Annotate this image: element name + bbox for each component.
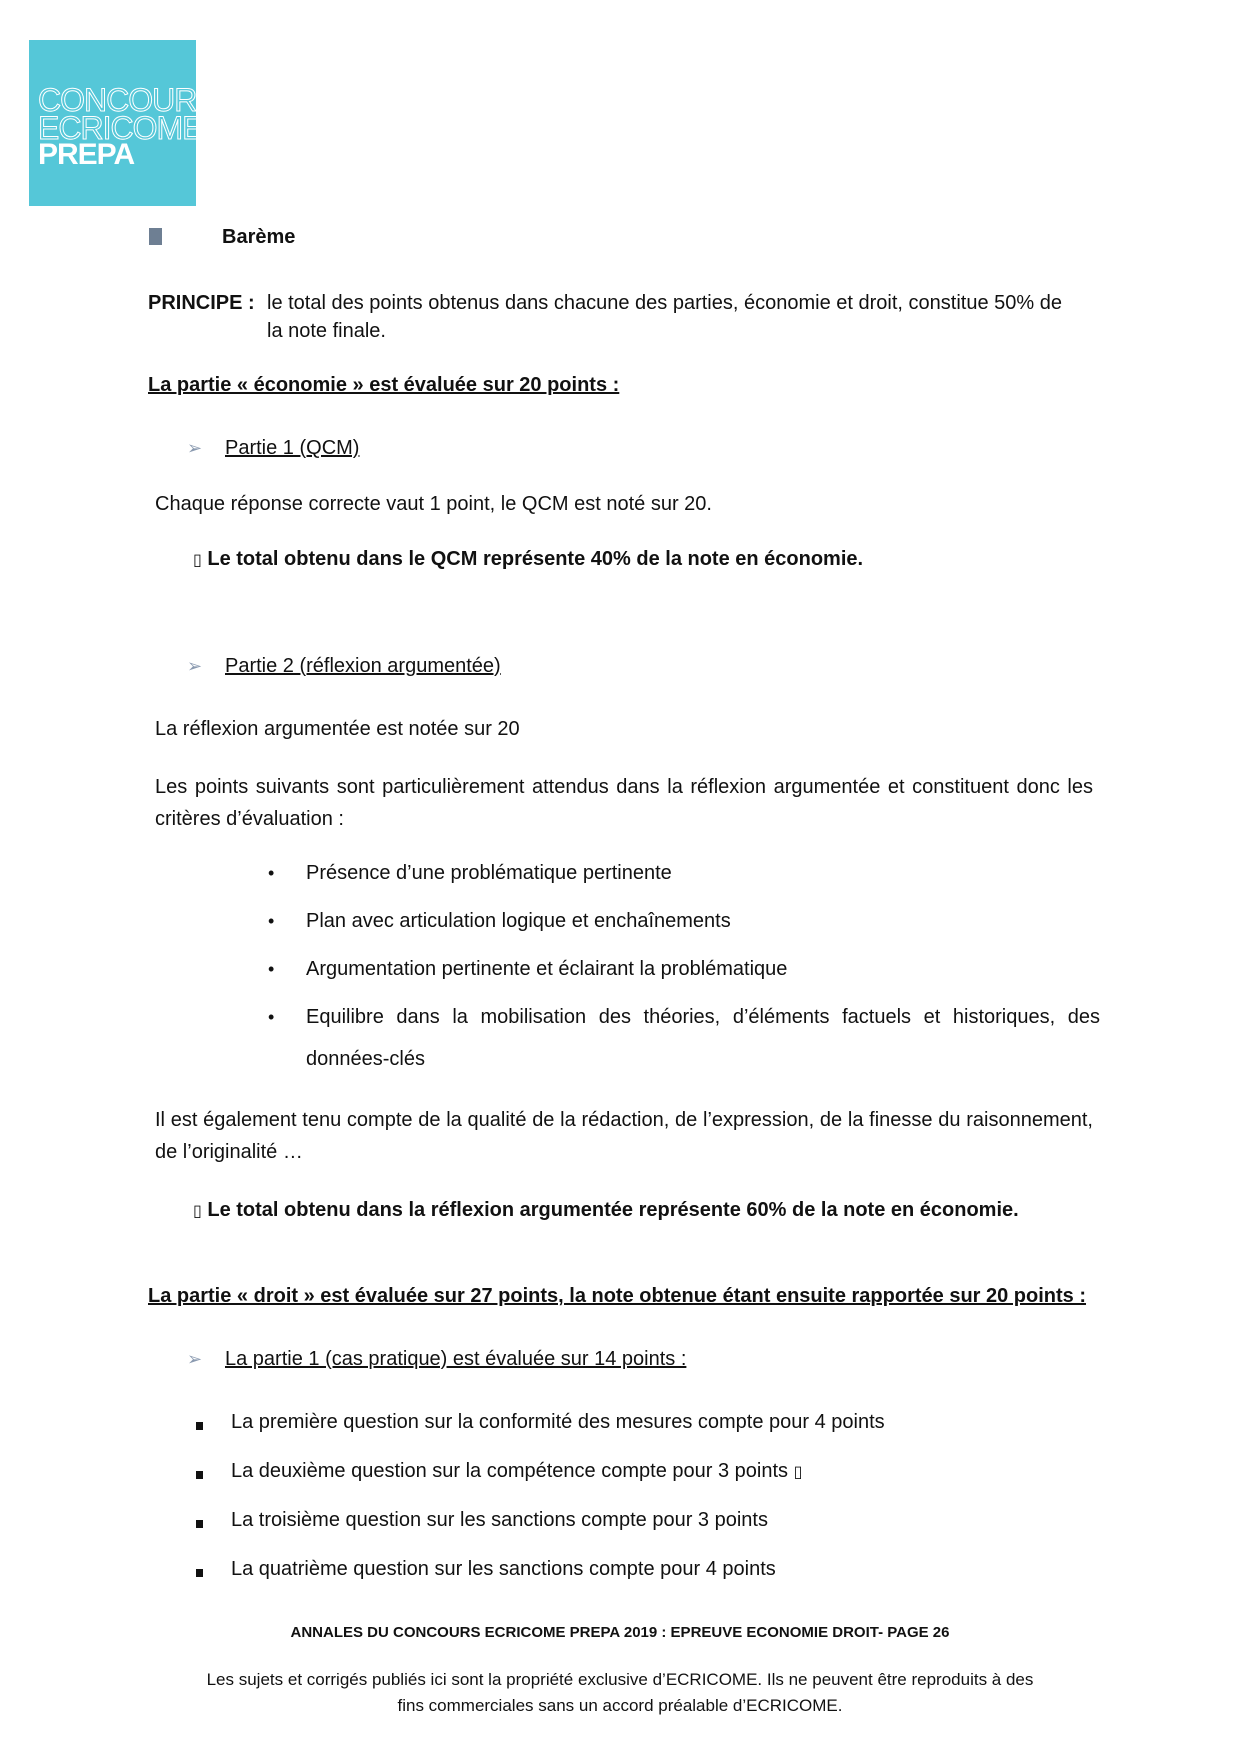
principe-text-line-1: le total des points obtenus dans chacune des parties, économie et droit, constitue 50% de: [267, 292, 1062, 314]
economie-heading: La partie « économie » est évaluée sur 20 points :: [148, 374, 620, 396]
eco-partie-1-title: Partie 1 (QCM): [225, 437, 360, 459]
eco-partie-1-total: [193, 548, 863, 571]
square-bullet-icon: [149, 228, 162, 245]
question-item: La troisième question sur les sanctions compte pour 3 points: [231, 1509, 768, 1531]
ecricome-logo: [29, 40, 217, 206]
missing-glyph-icon: ▯: [193, 552, 202, 569]
arrow-bullet-icon: ➢: [187, 656, 203, 676]
footer-title: ANNALES DU CONCOURS ECRICOME PREPA 2019 : EPREUVE ECONOMIE DROIT- PAGE 26: [290, 1624, 950, 1641]
criterion-item: Argumentation pertinente et éclairant la problématique: [306, 958, 788, 980]
question-item: [231, 1460, 802, 1483]
droit-heading: La partie « droit » est évaluée sur 27 points, la note obtenue étant ensuite rapportée sur 20 points :: [148, 1285, 1087, 1307]
missing-glyph-icon: ▯: [793, 1464, 803, 1481]
principe-label: PRINCIPE :: [148, 292, 255, 314]
logo-line-1: CONCOURS: [38, 82, 217, 118]
logo-line-3: PREPA: [38, 138, 135, 171]
arrow-bullet-icon: ➢: [187, 438, 203, 458]
eco-quality-paragraph: Il est également tenu compte de la qualité de la rédaction, de l’expression, de la finesse du raisonnement, de l’originalité …: [155, 1109, 1093, 1163]
bullet-icon: •: [268, 959, 275, 979]
footer-copyright-line-1: Les sujets et corrigés publiés ici sont la propriété exclusive d’ECRICOME. Ils ne peuvent être reproduits à des: [206, 1670, 1034, 1689]
arrow-bullet-icon: ➢: [187, 1349, 203, 1369]
square-bullet-icon: [196, 1422, 203, 1430]
eco-partie-1-total-text: Le total obtenu dans le QCM représente 40% de la note en économie.: [207, 548, 864, 570]
principe-text-line-2: la note finale.: [267, 320, 386, 342]
question-item-text: La deuxième question sur la compétence compte pour 3 points: [231, 1460, 789, 1482]
footer-copyright-line-2: fins commerciales sans un accord préalable d’ECRICOME.: [397, 1696, 843, 1715]
square-bullet-icon: [196, 1471, 203, 1479]
eco-partie-2-total: [193, 1199, 1019, 1222]
criterion-item-continued: données-clés: [306, 1048, 425, 1070]
square-bullet-icon: [196, 1569, 203, 1577]
question-item: La quatrième question sur les sanctions compte pour 4 points: [231, 1558, 776, 1580]
eco-partie-2-text: La réflexion argumentée est notée sur 20: [155, 718, 520, 740]
question-item: La première question sur la conformité des mesures compte pour 4 points: [231, 1411, 885, 1433]
bullet-icon: •: [268, 911, 275, 931]
logo-line-2: ECRICOME: [38, 110, 203, 146]
bullet-icon: •: [268, 863, 275, 883]
eco-partie-2-total-text: Le total obtenu dans la réflexion argumentée représente 60% de la note en économie.: [207, 1199, 1019, 1221]
criterion-item: Plan avec articulation logique et enchaînements: [306, 910, 731, 932]
section-title: Barème: [222, 226, 296, 248]
criterion-item: Equilibre dans la mobilisation des théories, d’éléments factuels et historiques, des: [306, 1006, 1100, 1028]
droit-partie-1-title: La partie 1 (cas pratique) est évaluée sur 14 points :: [225, 1348, 687, 1370]
eco-partie-2-intro: Les points suivants sont particulièrement attendus dans la réflexion argumentée et constituent donc les critères d’évaluation :: [155, 776, 1093, 830]
criterion-item: Présence d’une problématique pertinente: [306, 862, 672, 884]
square-bullet-icon: [196, 1520, 203, 1528]
eco-partie-1-text: Chaque réponse correcte vaut 1 point, le QCM est noté sur 20.: [155, 493, 712, 515]
eco-partie-2-title: Partie 2 (réflexion argumentée): [225, 655, 501, 677]
missing-glyph-icon: ▯: [193, 1203, 202, 1220]
bullet-icon: •: [268, 1007, 275, 1027]
